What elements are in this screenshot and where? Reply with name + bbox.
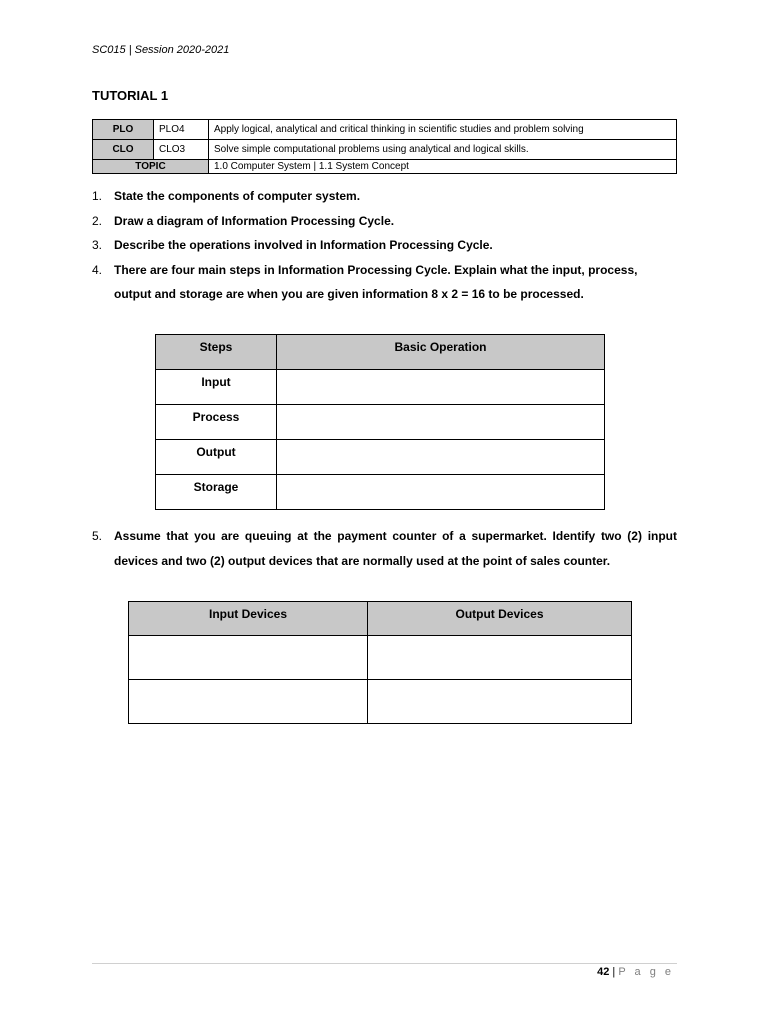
q5-bold-1: two (2) [600, 529, 642, 543]
topic-row [93, 160, 677, 174]
table-row [129, 680, 632, 724]
answer-cell[interactable] [277, 440, 605, 475]
topic-label: TOPIC [93, 160, 209, 174]
clo-label: CLO [93, 140, 154, 160]
answer-cell[interactable] [277, 370, 605, 405]
table-row [129, 636, 632, 680]
equation: 8 x 2 = 16 [431, 287, 486, 301]
page-title: TUTORIAL 1 [92, 88, 169, 103]
footer-divider [92, 963, 677, 964]
steps-header: Steps [156, 335, 277, 370]
answer-cell[interactable] [368, 636, 632, 680]
q5-text-2: input devices and [114, 529, 678, 568]
question-item [92, 209, 677, 234]
steps-table [155, 334, 605, 510]
plo-code: PLO4 [154, 120, 209, 140]
q5-bold-2: two (2) [186, 553, 225, 568]
topic-value: 1.0 Computer System | 1.1 System Concept [209, 160, 677, 174]
q5-text-1: Assume that you are queuing at the payment counter of a supermarket. Identify [114, 529, 601, 543]
question-number: 1. [92, 189, 103, 203]
question-number: 5. [92, 529, 103, 543]
question-5 [92, 524, 677, 573]
plo-row [93, 120, 677, 140]
question-text-end: to be processed. [485, 287, 584, 301]
question-text: There are four main steps in Information Processing Cycle. Explain what the input, process, output and storage are when you are given information [114, 262, 638, 301]
answer-cell[interactable] [277, 475, 605, 510]
footer-separator: | [612, 966, 616, 978]
clo-row [93, 140, 677, 160]
table-row [156, 405, 605, 440]
question-list [92, 184, 677, 307]
clo-description: Solve simple computational problems using analytical and logical skills. [209, 140, 677, 160]
table-row [156, 475, 605, 510]
question-number: 3. [92, 238, 103, 252]
question-item [92, 233, 677, 258]
plo-description: Apply logical, analytical and critical thinking in scientific studies and problem solving [209, 120, 677, 140]
basic-operation-header: Basic Operation [277, 335, 605, 370]
clo-code: CLO3 [154, 140, 209, 160]
step-label-process: Process [156, 405, 277, 440]
q5-text-3: output devices that are normally used at the point of sales counter. [224, 553, 611, 568]
answer-cell[interactable] [129, 636, 368, 680]
devices-table [128, 601, 632, 724]
page-label: P a g e [618, 966, 674, 978]
step-label-output: Output [156, 440, 277, 475]
output-devices-header: Output Devices [368, 602, 632, 636]
page-number: 42 [597, 966, 610, 978]
step-label-input: Input [156, 370, 277, 405]
page-header: SC015 | Session 2020-2021 [92, 44, 230, 56]
answer-cell[interactable] [277, 405, 605, 440]
page-footer [597, 966, 674, 978]
course-info-table [92, 119, 677, 174]
answer-cell[interactable] [368, 680, 632, 724]
step-label-storage: Storage [156, 475, 277, 510]
question-item [92, 184, 677, 209]
table-row [156, 370, 605, 405]
question-text: Draw a diagram of Information Processing Cycle. [114, 213, 395, 228]
question-number: 2. [92, 213, 103, 228]
question-number: 4. [92, 262, 103, 277]
question-text: State the components of computer system. [114, 189, 361, 203]
answer-cell[interactable] [129, 680, 368, 724]
table-row [156, 440, 605, 475]
input-devices-header: Input Devices [129, 602, 368, 636]
plo-label: PLO [93, 120, 154, 140]
question-item [92, 258, 677, 307]
question-text: Describe the operations involved in Information Processing Cycle. [114, 238, 493, 252]
